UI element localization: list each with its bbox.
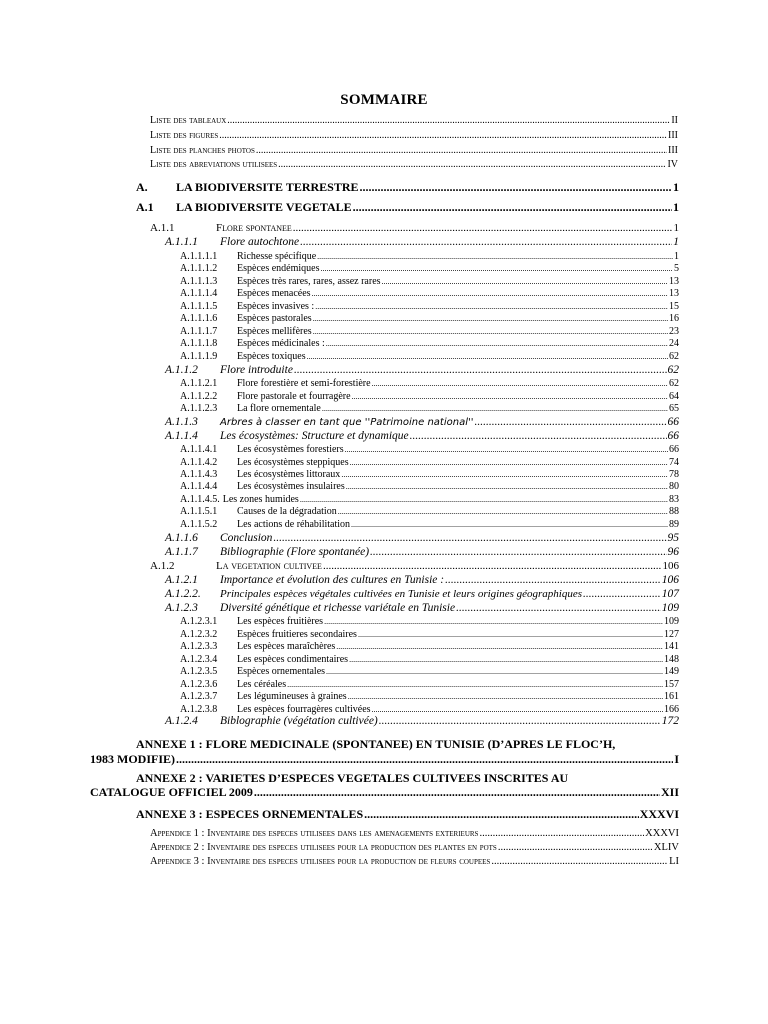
toc-entry-a1123-6[interactable]: A.1.2.3.6 Les céréales ..... 157 — [180, 680, 679, 690]
toc-entry-list-tables[interactable]: Liste des tableaux ..... II — [150, 116, 678, 126]
toc-entry-a1123-1[interactable]: A.1.2.3.1 Les espèces fruitières ..... 109 — [180, 617, 679, 627]
toc-entry-a11145[interactable]: A.1.1.4.5. Les zones humides ..... 83 — [180, 495, 679, 505]
toc-entry-a1123-4[interactable]: A.1.2.3.4 Les espèces condimentaires ..... 148 — [180, 655, 679, 665]
toc-entry-a1111-3[interactable]: A.1.1.1.3 Espèces très rares, rares, assez rares ..... 13 — [180, 277, 679, 287]
toc-entry-a114[interactable]: A.1.1.4 Les écosystèmes: Structure et dynamique ..... 66 — [165, 431, 679, 443]
toc-entry-a1111-9[interactable]: A.1.1.1.9 Espèces toxiques ..... 62 — [180, 352, 679, 362]
toc-entry-a113[interactable]: A.1.1.3 Arbres à classer en tant que ''Patrimoine national'' ..... 66 — [165, 417, 679, 429]
toc-entry-a12[interactable]: A.1.2 La vegetation cultivee ..... 106 — [150, 561, 679, 572]
toc-entry-appendix-2[interactable]: Appendice 2 : Inventaire des especes utilisees pour la production des plantes en pots ..... XLIV — [150, 843, 679, 854]
toc-entry-a1111-8[interactable]: A.1.1.1.8 Espèces médicinales : ..... 24 — [180, 339, 679, 349]
page-title: SOMMAIRE — [340, 92, 428, 108]
toc-entry-a1111-5[interactable]: A.1.1.1.5 Espèces invasives : ..... 15 — [180, 302, 679, 312]
toc-entry-annex-1[interactable]: ANNEXE 1 : FLORE MEDICINALE (SPONTANEE) EN TUNISIE (D’APRES LE FLOC’H, 1983 MODIFIE) ..... I — [0, 738, 768, 772]
toc-entry-a1111-4[interactable]: A.1.1.1.4 Espèces menacées ..... 13 — [180, 289, 679, 299]
toc-entry-a[interactable]: A. LA BIODIVERSITE TERRESTRE ..... 1 — [136, 181, 679, 193]
toc-entry-a1114-3[interactable]: A.1.1.4.3 Les écosystèmes littoraux ..... 78 — [180, 470, 679, 480]
toc-entry-a116[interactable]: A.1.1.6 Conclusion ..... 95 — [165, 533, 679, 545]
toc-entry-a1114-4[interactable]: A.1.1.4.4 Les écosystèmes insulaires ..... 80 — [180, 482, 679, 492]
toc-entry-a1123-7[interactable]: A.1.2.3.7 Les légumineuses à graines ..... 161 — [180, 692, 679, 702]
toc-entry-a1123-2[interactable]: A.1.2.3.2 Espèces fruitieres secondaires ..... 127 — [180, 630, 679, 640]
toc-entry-a11[interactable]: A.1.1 Flore spontanee ..... 1 — [150, 223, 679, 234]
toc-entry-a1114-1[interactable]: A.1.1.4.1 Les écosystèmes forestiers ..... 66 — [180, 445, 679, 455]
toc-entry-annex-2[interactable]: ANNEXE 2 : VARIETES D’ESPECES VEGETALES CULTIVEES INSCRITES AU CATALOGUE OFFICIEL 2009 ..... XII — [0, 772, 768, 806]
toc-entry-a1111-2[interactable]: A.1.1.1.2 Espèces endémiques ..... 5 — [180, 264, 679, 274]
toc-entry-a121[interactable]: A.1.2.1 Importance et évolution des cultures en Tunisie : ..... 106 — [165, 575, 679, 587]
toc-entry-appendix-3[interactable]: Appendice 3 : Inventaire des especes utilisees pour la production de fleurs coupees ..... LI — [150, 857, 679, 868]
toc-entry-a111[interactable]: A.1.1.1 Flore autochtone ..... 1 — [165, 237, 679, 249]
toc-entry-a124[interactable]: A.1.2.4 Biblographie (végétation cultivée) ..... 172 — [165, 716, 679, 728]
toc-entry-a122[interactable]: A.1.2.2. Principales espèces végétales cultivées en Tunisie et leurs origines géographiques ..... 107 — [165, 589, 679, 601]
toc-entry-a1123-5[interactable]: A.1.2.3.5 Espèces ornementales ..... 149 — [180, 667, 679, 677]
toc-entry-a1[interactable]: A.1 LA BIODIVERSITE VEGETALE ..... 1 — [136, 201, 679, 213]
toc-entry-list-photos[interactable]: Liste des planches photos ..... III — [150, 146, 678, 156]
toc-entry-a1114-2[interactable]: A.1.1.4.2 Les écosystèmes steppiques ..... 74 — [180, 458, 679, 468]
toc-entry-a1111-7[interactable]: A.1.1.1.7 Espèces mellifères ..... 23 — [180, 327, 679, 337]
toc-entry-a1112-1[interactable]: A.1.1.2.1 Flore forestière et semi-forestière ..... 62 — [180, 379, 679, 389]
toc-entry-a117[interactable]: A.1.1.7 Bibliographie (Flore spontanée) ..... 96 — [165, 547, 679, 559]
toc-entry-a1123-3[interactable]: A.1.2.3.3 Les espèces maraîchères ..... 141 — [180, 642, 679, 652]
toc-entry-a1112-3[interactable]: A.1.1.2.3 La flore ornementale ..... 65 — [180, 404, 679, 414]
toc-entry-a112[interactable]: A.1.1.2 Flore introduite ..... 62 — [165, 365, 679, 377]
toc-entry-a123[interactable]: A.1.2.3 Diversité génétique et richesse variétale en Tunisie ..... 109 — [165, 603, 679, 615]
toc-entry-appendix-1[interactable]: Appendice 1 : Inventaire des especes utilisees dans les amenagements exterieurs ..... XXXVI — [150, 829, 679, 840]
toc-entry-list-figures[interactable]: Liste des figures ..... III — [150, 131, 678, 141]
toc-entry-annex-3[interactable]: ANNEXE 3 : ESPECES ORNEMENTALES ..... XXXVI — [136, 808, 679, 820]
toc-entry-a1115-1[interactable]: A.1.1.5.1 Causes de la dégradation ..... 88 — [180, 507, 679, 517]
toc-entry-a1111-1[interactable]: A.1.1.1.1 Richesse spécifique ..... 1 — [180, 252, 679, 262]
toc-entry-a1112-2[interactable]: A.1.1.2.2 Flore pastorale et fourragère ..... 64 — [180, 392, 679, 402]
toc-entry-a1115-2[interactable]: A.1.1.5.2 Les actions de réhabilitation ..... 89 — [180, 520, 679, 530]
toc-entry-list-abbreviations[interactable]: Liste des abreviations utilisees ..... IV — [150, 160, 678, 170]
toc-entry-a1111-6[interactable]: A.1.1.1.6 Espèces pastorales ..... 16 — [180, 314, 679, 324]
toc-entry-a1123-8[interactable]: A.1.2.3.8 Les espèces fourragères cultivées ..... 166 — [180, 705, 679, 715]
